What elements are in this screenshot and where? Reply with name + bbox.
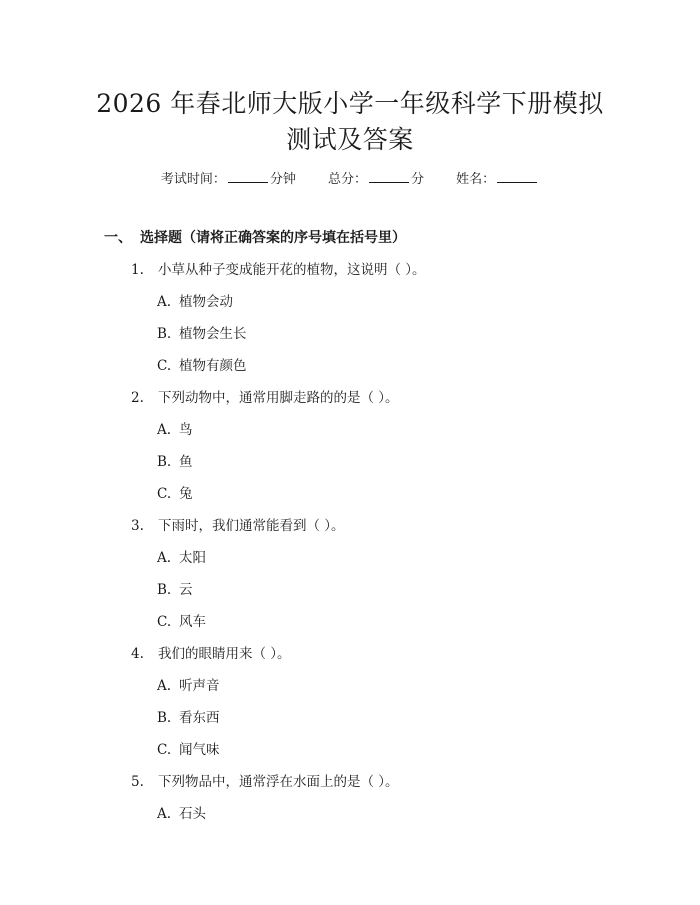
option-text: 闻气味 (179, 742, 220, 758)
student-name (456, 169, 539, 189)
question-4-option-a (157, 676, 557, 696)
option-label: B. (157, 710, 172, 726)
option-text: 植物会动 (179, 294, 233, 310)
question-5 (131, 772, 631, 792)
question-5-option-a (157, 804, 557, 824)
question-text: 下列物品中，通常浮在水面上的是（ ）。 (158, 774, 399, 790)
exam-time (161, 169, 296, 189)
question-1-option-b (157, 324, 557, 344)
question-2-option-c (157, 484, 557, 504)
option-text: 石头 (179, 806, 206, 822)
option-text: 听声音 (179, 678, 220, 694)
question-number: 4. (131, 646, 144, 662)
question-4-option-c (157, 740, 557, 760)
option-label: B. (157, 326, 172, 342)
exam-score (328, 169, 424, 189)
option-label: A. (157, 806, 172, 822)
page-title-line-1: 2026 年春北师大版小学一年级科学下册模拟 (96, 89, 604, 118)
exam-score-unit: 分 (411, 172, 425, 187)
exam-time-blank (228, 169, 268, 183)
option-text: 风车 (179, 614, 206, 630)
option-label: B. (157, 454, 172, 470)
page-title-line-2: 测试及答案 (286, 125, 414, 154)
option-label: A. (157, 294, 172, 310)
question-number: 3. (131, 518, 144, 534)
question-4-option-b (157, 708, 557, 728)
option-label: A. (157, 550, 172, 566)
student-name-blank (497, 169, 537, 183)
question-text: 小草从种子变成能开花的植物，这说明（ ）。 (158, 262, 426, 278)
question-number: 5. (131, 774, 144, 790)
question-3-option-b (157, 580, 557, 600)
exam-time-label: 考试时间： (160, 172, 226, 187)
student-name-label: 姓名： (456, 172, 496, 187)
option-text: 太阳 (179, 550, 206, 566)
question-2-option-a (157, 420, 557, 440)
question-number: 1. (131, 262, 144, 278)
question-text: 下雨时，我们通常能看到（ ）。 (158, 518, 345, 534)
option-label: A. (157, 678, 172, 694)
question-3 (131, 516, 631, 536)
option-text: 兔 (179, 486, 193, 502)
option-label: B. (157, 582, 172, 598)
option-label: C. (157, 358, 172, 374)
section-number: 一、 (104, 230, 132, 246)
option-label: C. (157, 742, 172, 758)
option-text: 鸟 (179, 422, 193, 438)
option-label: C. (157, 614, 172, 630)
exam-score-label: 总分： (327, 172, 367, 187)
exam-time-unit: 分钟 (269, 172, 296, 187)
option-text: 植物会生长 (179, 326, 247, 342)
option-label: A. (157, 422, 172, 438)
option-label: C. (157, 486, 172, 502)
option-text: 植物有颜色 (179, 358, 247, 374)
section-heading (104, 228, 406, 248)
question-3-option-c (157, 612, 557, 632)
section-title: 选择题（请将正确答案的序号填在括号里） (140, 230, 406, 246)
question-1 (131, 260, 631, 280)
question-3-option-a (157, 548, 557, 568)
question-number: 2. (131, 390, 144, 406)
option-text: 云 (179, 582, 193, 598)
exam-meta (0, 169, 700, 189)
question-1-option-c (157, 356, 557, 376)
question-2-option-b (157, 452, 557, 472)
question-4 (131, 644, 631, 664)
question-2 (131, 388, 631, 408)
question-text: 我们的眼睛用来（ ）。 (158, 646, 291, 662)
question-1-option-a (157, 292, 557, 312)
option-text: 鱼 (179, 454, 193, 470)
option-text: 看东西 (179, 710, 220, 726)
exam-score-blank (369, 169, 409, 183)
question-text: 下列动物中，通常用脚走路的的是（ ）。 (158, 390, 399, 406)
